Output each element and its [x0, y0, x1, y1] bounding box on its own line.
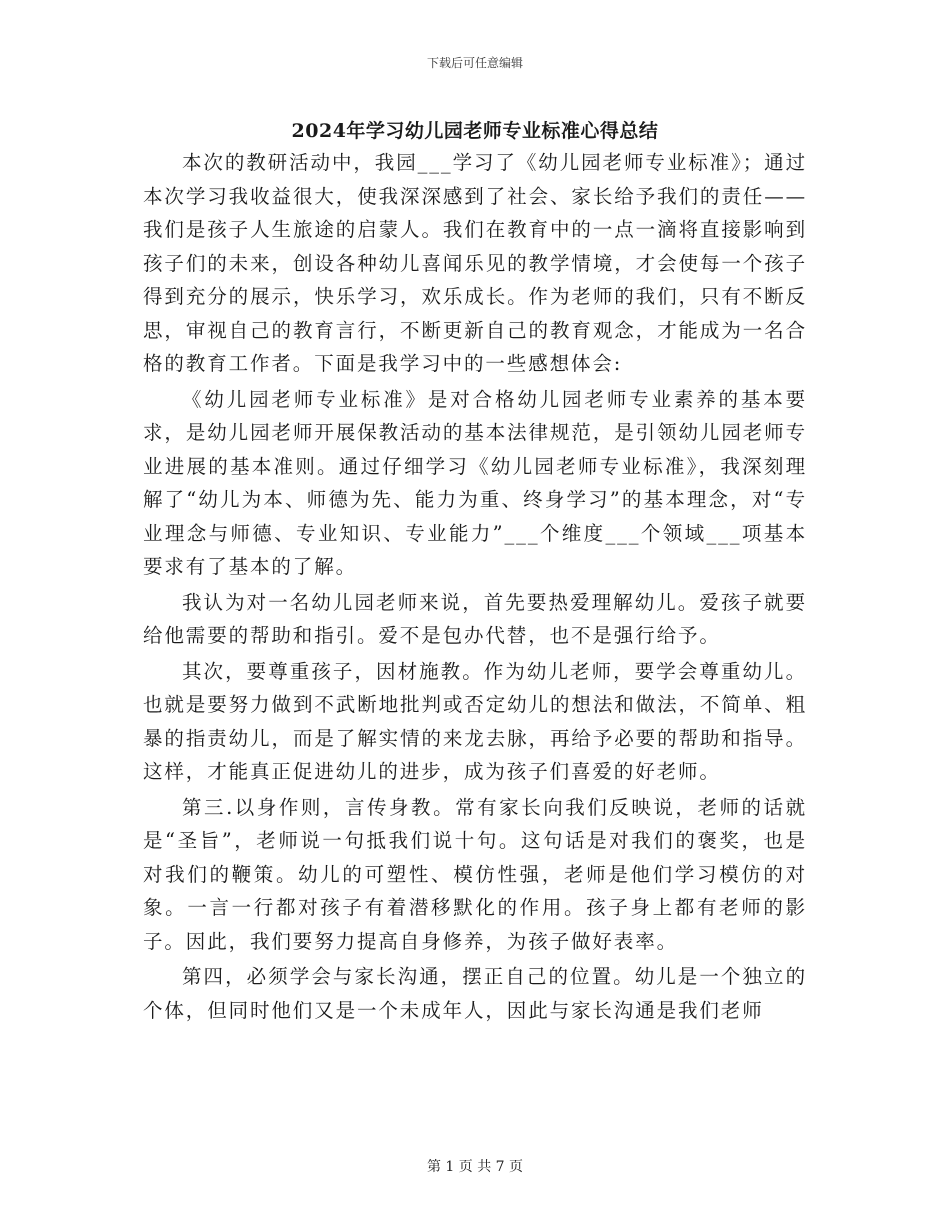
document-body — [143, 146, 807, 1027]
page-number-footer: 第 1 页 共 7 页 — [426, 1159, 524, 1175]
paragraph-fourth-point: 第四，必须学会与家长沟通，摆正自己的位置。幼儿是一个独立的个体，但同时他们又是一个未成年人，因此与家长沟通是我们老师 — [143, 965, 807, 1022]
document-title: 2024年学习幼儿园老师专业标准心得总结 — [291, 120, 659, 142]
paragraph-first-point: 我认为对一名幼儿园老师来说，首先要热爱理解幼儿。爱孩子就要给他需要的帮助和指引。爱不是包办代替，也不是强行给予。 — [143, 590, 807, 647]
paragraph-second-point: 其次，要尊重孩子，因材施教。作为幼儿老师，要学会尊重幼儿。也就是要努力做到不武断地批判或否定幼儿的想法和做法，不简单、粗暴的指责幼儿，而是了解实情的来龙去脉，再给予必要的帮助和指导。这样，才能真正促进幼儿的进步，成为孩子们喜爱的好老师。 — [143, 659, 807, 783]
paragraph-standard: 《幼儿园老师专业标准》是对合格幼儿园老师专业素养的基本要求，是幼儿园老师开展保教活动的基本法律规范，是引领幼儿园老师专业进展的基本准则。通过仔细学习《幼儿园老师专业标准》，我深刻理解了“幼儿为本、师德为先、能力为重、终身学习”的基本理念，对“专业理念与师德、专业知识、专业能力”___个维度___个领域___项基本要求有了基本的了解。 — [143, 387, 807, 578]
header-note: 下载后可任意编辑 — [426, 56, 523, 70]
paragraph-third-point: 第三.以身作则，言传身教。常有家长向我们反映说，老师的话就是“圣旨”，老师说一句抵我们说十句。这句话是对我们的褒奖，也是对我们的鞭策。幼儿的可塑性、模仿性强，老师是他们学习模仿的对象。一言一行都对孩子有着潜移默化的作用。孩子身上都有老师的影子。因此，我们要努力提高自身修养，为孩子做好表率。 — [143, 795, 807, 953]
paragraph-intro: 本次的教研活动中，我园___学习了《幼儿园老师专业标准》；通过本次学习我收益很大，使我深深感到了社会、家长给予我们的责任——我们是孩子人生旅途的启蒙人。我们在教育中的一点一滴将直接影响到孩子们的未来，创设各种幼儿喜闻乐见的教学情境，才会使每一个孩子得到充分的展示，快乐学习，欢乐成长。作为老师的我们，只有不断反思，审视自己的教育言行，不断更新自己的教育观念，才能成为一名合格的教育工作者。下面是我学习中的一些感想体会: — [143, 151, 807, 375]
